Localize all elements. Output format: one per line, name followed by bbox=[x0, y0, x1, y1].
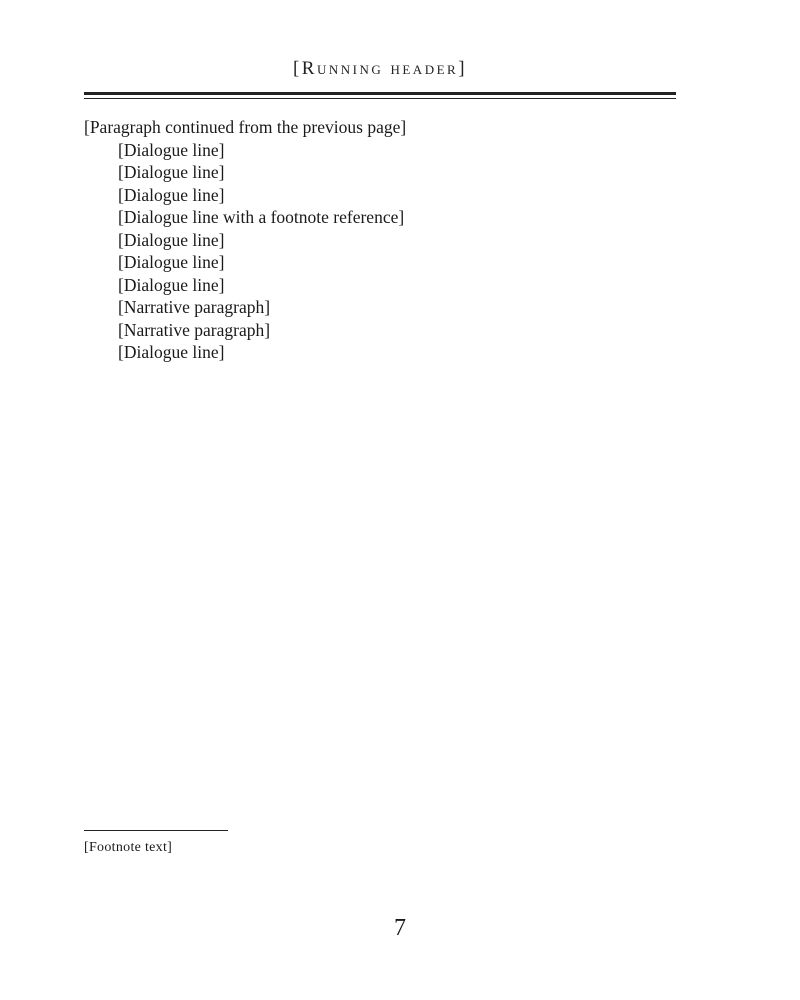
paragraph: [Narrative paragraph] bbox=[118, 297, 271, 317]
paragraph: [Dialogue line] bbox=[118, 162, 225, 182]
header-rule-thin bbox=[84, 98, 676, 99]
footnote-separator bbox=[84, 830, 228, 831]
paragraph: [Narrative paragraph] bbox=[118, 319, 271, 340]
main-text bbox=[84, 116, 676, 364]
page-number: 7 bbox=[394, 915, 406, 941]
footnote-text: [Footnote text] bbox=[84, 840, 173, 855]
paragraph: [Dialogue line] bbox=[118, 184, 225, 205]
paragraph: [Dialogue line] bbox=[118, 229, 225, 250]
paragraph: [Dialogue line] bbox=[118, 139, 225, 160]
paragraph: [Dialogue line] bbox=[118, 252, 225, 272]
header-rule-thick bbox=[84, 92, 676, 95]
running-header: [Running header] bbox=[292, 58, 468, 79]
paragraph: [Dialogue line with a footnote reference] bbox=[118, 207, 405, 227]
paragraph: [Dialogue line] bbox=[118, 274, 225, 295]
paragraph: [Dialogue line] bbox=[118, 342, 225, 362]
footnote bbox=[84, 838, 676, 857]
paragraph: [Paragraph continued from the previous page] bbox=[84, 117, 407, 137]
